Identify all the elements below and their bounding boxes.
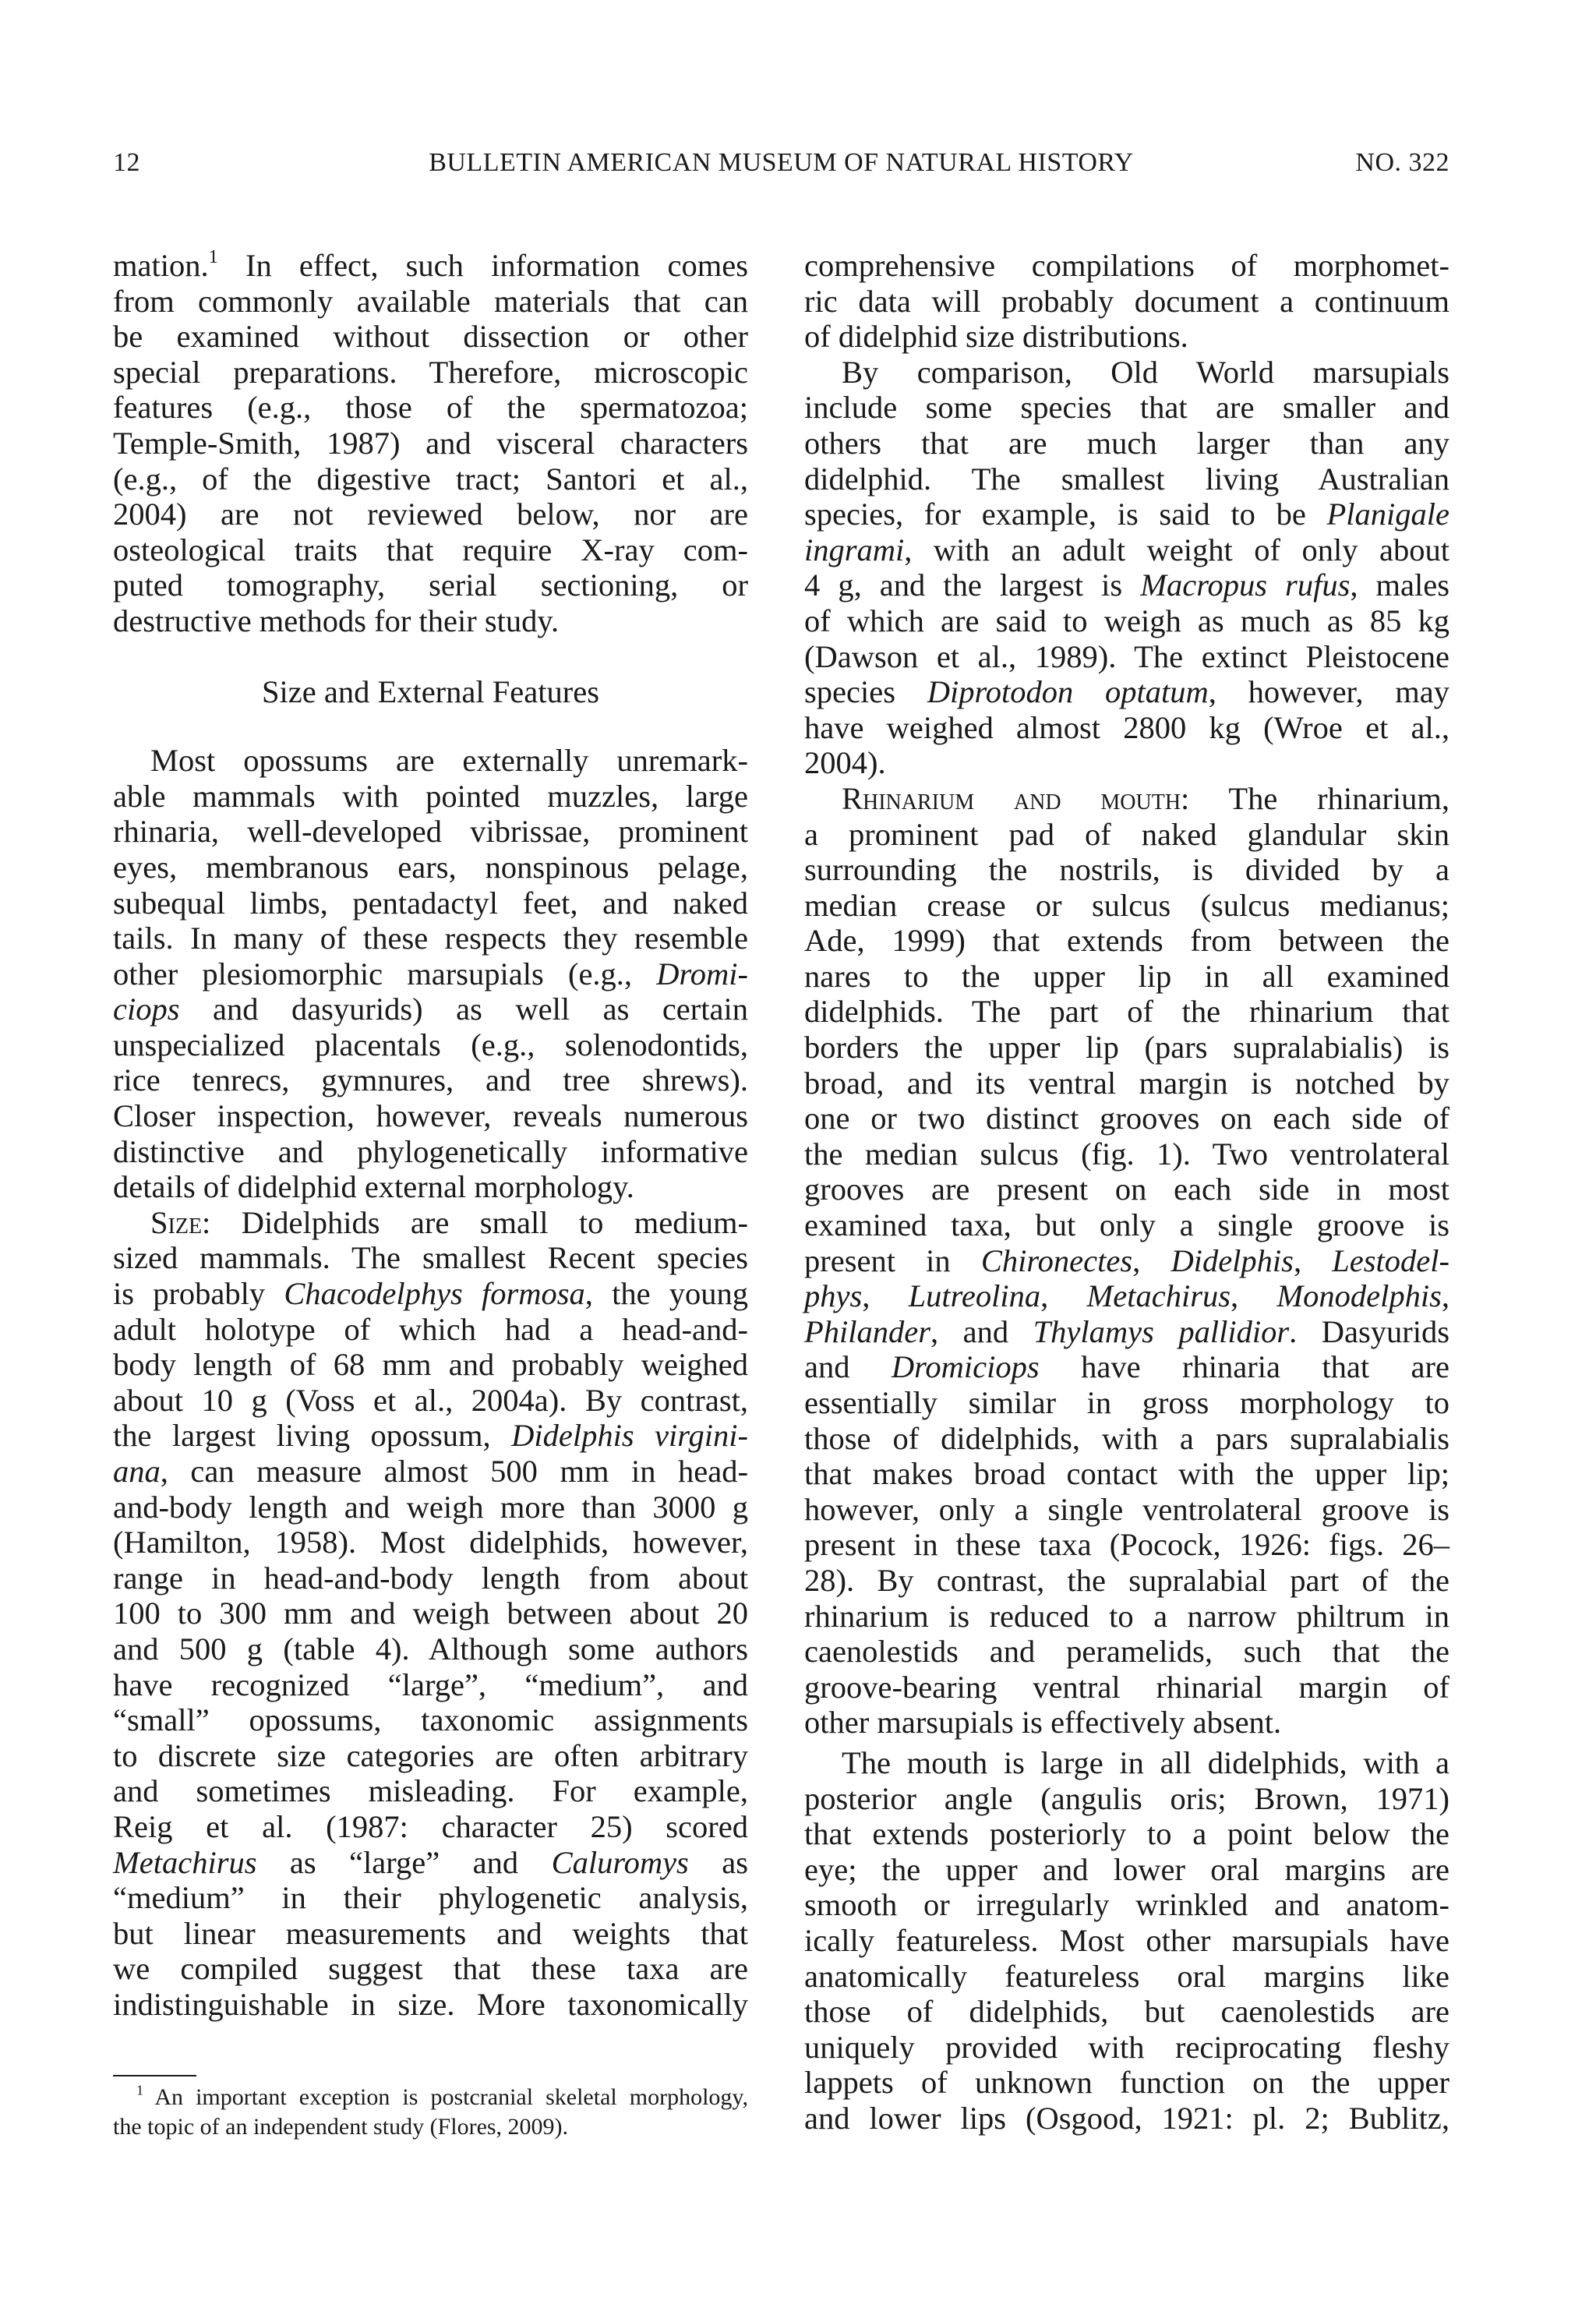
page-number: 12: [113, 148, 140, 177]
paragraph-size-continuation: comprehensive compilations of morphomet- ric data will probably document a continuum of didelphid size distributions.: [804, 248, 1449, 355]
paragraph-rhinarium: Rhinarium and mouth: The rhinarium, a prominent pad of naked glandular skin surrounding the nostrils, is divided by a median crease or sulcus (sulcus medianus; Ade, 1999) that extends from between the nares to the upper lip in all examined didelphids. The part of the rhinarium that borders the upper lip (pars supralabialis) is broad, and its ventral margin is notched by one or two distinct grooves on each side of the median sulcus (fig. 1). Two ventrolateral grooves are present on each side in most examined taxa, but only a single groove is present in Chironectes, Didelphis, Lestodel- phys, Lutreolina, Metachirus, Monodelphis, Philander, and Thylamys pallidior. Dasyurids and Dromiciops have rhinaria that are essentially similar in gross morphology to those of didelphids, with a pars supralabialis that makes broad contact with the upper lip; however, only a single ventrolateral groove is present in these taxa (Pocock, 1926: figs. 26– 28). By contrast, the supralabial part of the rhinarium is reduced to a narrow philtrum in caenolestids and peramelids, such that the groove-bearing ventral rhinarial margin of other marsupials is effectively absent.: [804, 780, 1450, 1741]
left-column: [113, 248, 748, 2023]
right-column: [804, 248, 1449, 2136]
paragraph-external-features: Most opossums are externally unremark- able mammals with pointed muzzles, large rhinaria, well-developed vibrissae, prominent eyes, membranous ears, nonspinous pelage, subequal limbs, pentadactyl feet, and naked tails. In many of these respects they resemble other plesiomorphic marsupials (e.g., Dromi- ciops and dasyurids) as well as certain unspecialized placentals (e.g., solenodontids, rice tenrecs, gymnures, and tree shrews). Closer inspection, however, reveals numerous distinctive and phylogenetically informative details of didelphid external morphology.: [113, 743, 748, 1205]
issue-number: NO. 322: [1355, 148, 1449, 177]
footnote-reference[interactable]: 1: [208, 246, 218, 267]
footnote-marker: 1: [136, 2082, 143, 2098]
journal-title: BULLETIN AMERICAN MUSEUM OF NATURAL HISTORY: [429, 148, 1134, 177]
section-heading: Size and External Features: [262, 673, 599, 709]
footnote-divider: [113, 2075, 196, 2076]
paragraph-mouth: The mouth is large in all didelphids, with a posterior angle (angulis oris; Brown, 1971) that extends posteriorly to a point below the eye; the upper and lower oral margins are smooth or irregularly wrinkled and anatom- ically featureless. Most other marsupials have anatomically featureless oral margins like those of didelphids, but caenolestids are uniquely provided with reciprocating fleshy lappets of unknown function on the upper and lower lips (Osgood, 1921: pl. 2; Bublitz,: [804, 1744, 1449, 2136]
paragraph-size: Size: Didelphids are small to medium- sized mammals. The smallest Recent species is probably Chacodelphys formosa, the young adult holotype of which had a head-and- body length of 68 mm and probably weighed about 10 g (Voss et al., 2004a). By contrast, the largest living opossum, Didelphis virgini- ana, can measure almost 500 mm in head- and-body length and weigh more than 3000 g (Hamilton, 1958). Most didelphids, however, range in head-and-body length from about 100 to 300 mm and weigh between about 20 and 500 g (table 4). Although some authors have recognized “large”, “medium”, and “small” opossums, taxonomic assignments to discrete size categories are often arbitrary and sometimes misleading. For example, Reig et al. (1987: character 25) scored Metachirus as “large” and Caluromys as “medium” in their phylogenetic analysis, but linear measurements and weights that we compiled suggest that these taxa are indistinguishable in size. More taxonomically: [113, 1204, 749, 2022]
paragraph-intro-continuation: mation.$^1$ In effect, such information comes from commonly available materials that can be examined without dissection or other special preparations. Therefore, microscopic features (e.g., those of the spermatozoa; Temple-Smith, 1987) and visceral characters (e.g., of the digestive tract; Santori et al., 2004) are not reviewed below, nor are osteological traits that require X-ray com- puted tomography, serial sectioning, or destructive methods for their study.: [113, 246, 748, 638]
run-in-heading-rhinarium: Rhinarium and mouth:: [842, 780, 1190, 816]
running-head: [113, 148, 1449, 187]
run-in-heading-size: Size:: [150, 1204, 211, 1240]
paragraph-old-world-comparison: By comparison, Old World marsupials include some species that are smaller and others that are much larger than any didelphid. The smallest living Australian species, for example, is said to be Planigale ingrami, with an adult weight of only about 4 g, and the largest is Macropus rufus, males of which are said to weigh as much as 85 kg (Dawson et al., 1989). The extinct Pleistocene species Diprotodon optatum, however, may have weighed almost 2800 kg (Wroe et al., 2004).: [804, 354, 1450, 781]
footnote: $^1$ An important exception is postcranial skeletal morphology, the topic of an independent study (Flores, 2009).: [113, 2082, 748, 2140]
